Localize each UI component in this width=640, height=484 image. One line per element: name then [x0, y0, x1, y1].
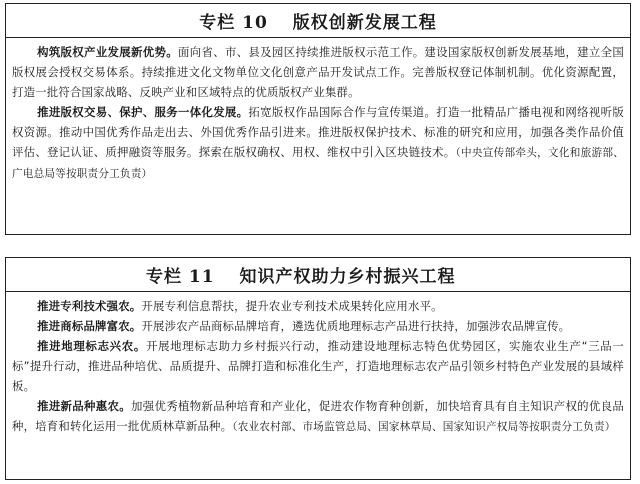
- paragraph-lead: 推进商标品牌富农。: [37, 319, 142, 333]
- paragraph: [12, 316, 624, 336]
- column-body: [6, 292, 630, 437]
- paragraph: [12, 396, 624, 437]
- paragraph: [12, 42, 624, 102]
- paragraph-lead: 推进新品种惠农。: [37, 399, 132, 413]
- column-body: [6, 38, 630, 184]
- paragraph-text: 开展地理标志助力乡村振兴行动，推动建设地理标志特色优势园区，实施农业生产“三品一标”提升行动，推进品种培优、品质提升、品牌打造和标准化生产，打造地理标志农产品引领乡村特色产业发展的县域样板。: [12, 339, 624, 393]
- paragraph: [12, 296, 624, 316]
- column-box-10: [5, 3, 631, 235]
- paragraph-text: 开展专利信息帮扶，提升农业专利技术成果转化应用水平。: [141, 299, 443, 313]
- paragraph: [12, 336, 624, 396]
- paragraph-text: 开展涉农产品商标品牌培育，遴选优质地理标志产品进行扶持，加强涉农品牌宣传。: [141, 319, 571, 333]
- column-title: 专栏 11 知识产权助力乡村振兴工程: [6, 258, 630, 292]
- paragraph: [12, 102, 624, 184]
- responsibility-note: （中央宣传部牵头，文化和旅游部、广电总局等按职责分工负责）: [12, 147, 624, 180]
- paragraph-lead: 推进地理标志兴农。: [37, 339, 146, 353]
- column-box-11: [5, 257, 631, 480]
- paragraph-lead: 推进版权交易、保护、服务一体化发展。: [37, 105, 249, 119]
- responsibility-note: （农业农村部、市场监管总局、国家林草局、国家知识产权局等按职责分工负责）: [232, 421, 616, 433]
- paragraph-text: 面向省、市、县及园区持续推进版权示范工作。建设国家版权创新发展基地，建立全国版权展会授权交易体系。持续推进文化文物单位文化创意产品开发试点工作。完善版权登记体制机制。优化资源配置，打造一批符合国家战略、反映产业和区域特点的优质版权产业集群。: [12, 45, 624, 99]
- paragraph-lead: 构筑版权产业发展新优势。: [37, 45, 178, 59]
- column-title: 专栏 10 版权创新发展工程: [6, 4, 630, 38]
- paragraph-text: 拓宽版权作品国际合作与宣传渠道。打造一批精品广播电视和网络视听版权资源。推动中国优秀作品走出去、外国优秀作品引进来。推进版权保护技术、标准的研究和应用，加强各类作品价值评估、登记认证、质押融资等服务。探索在版权确权、用权、维权中引入区块链技术。: [12, 105, 624, 159]
- paragraph-text: 加强优秀植物新品种培育和产业化，促进农作物育种创新，加快培育具有自主知识产权的优良品种，培育和转化运用一批优质林草新品种。: [12, 399, 624, 433]
- paragraph-lead: 推进专利技术强农。: [37, 299, 142, 313]
